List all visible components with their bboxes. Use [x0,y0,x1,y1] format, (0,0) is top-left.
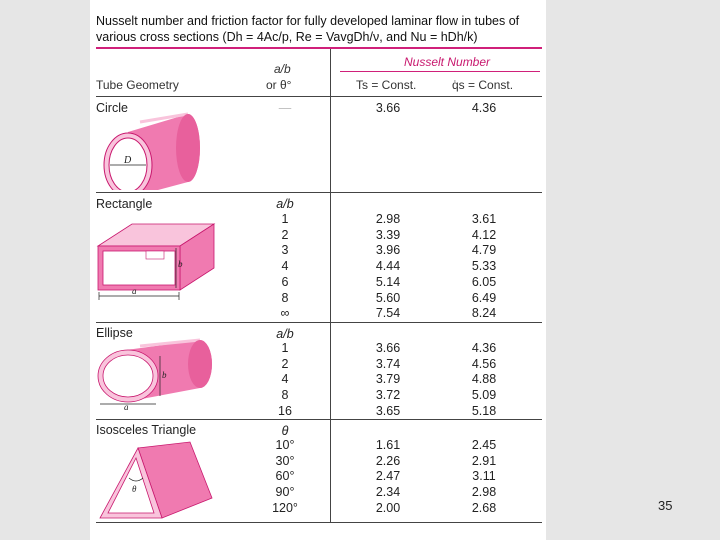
ell-row-3-qs: 4.88 [471,372,497,387]
tri-row-4-param: 90° [275,485,295,500]
rectangle-tube-figure [96,212,216,302]
rect-row-5-param: 6 [281,274,289,289]
circle-tube-figure [100,110,210,190]
rect-row-7-qs: 8.24 [471,306,497,321]
tri-row-3-qs: 3.11 [472,469,496,484]
triangle-theta-label: θ [132,484,137,494]
tri-row-3-ts: 2.47 [375,469,401,484]
section-name-rectangle: Rectangle [96,197,153,211]
caption-line-2-prefix: various cross sections ( [96,30,227,44]
ell-row-3-param: 4 [281,372,289,387]
ell-row-5-ts: 3.65 [375,403,401,418]
triangle-tube-figure [96,440,216,520]
rect-row-2-param: 2 [281,227,289,242]
caption-line-2 [96,29,542,45]
ell-row-1-qs: 4.36 [471,341,497,355]
caption-line-1: Nusselt number and friction factor for fully developed laminar flow in tubes of [96,14,520,28]
rect-row-4-qs: 5.33 [471,259,497,274]
rect-row-2-qs: 4.12 [471,227,497,242]
table-bottom-rule [96,522,542,523]
rect-b-label: b [178,259,183,269]
rect-row-4-param: 4 [281,259,289,274]
tri-row-3-param: 60° [275,469,295,484]
tri-row-1-ts: 1.61 [375,438,401,452]
ellipse-a-label: a [124,402,129,412]
header-tube-geometry: Tube Geometry [96,78,179,92]
tri-row-2-qs: 2.91 [471,453,497,468]
column-divider [330,49,331,523]
tri-row-5-qs: 2.68 [471,500,497,515]
ell-row-4-param: 8 [281,388,289,403]
section-rule-1 [96,192,542,193]
header-nusselt-number: Nusselt Number [404,55,491,69]
header-qs-const: q̇s = Const. [452,78,514,92]
ell-row-1-param: 1 [281,341,289,355]
ell-row-5-param: 16 [278,403,292,418]
rectangle-param-label: a/b [276,197,294,211]
rect-row-4-ts: 4.44 [375,259,401,274]
rect-row-1-ts: 2.98 [375,212,401,226]
rect-row-3-qs: 4.79 [471,243,497,258]
header-ab: a/b [274,62,291,76]
section-name-circle: Circle [96,101,128,115]
tri-row-2-param: 30° [275,453,295,468]
ell-row-2-ts: 3.74 [375,356,401,371]
triangle-param-label: θ [281,424,289,438]
rect-a-label: a [132,286,137,296]
header-or-theta: or θ° [266,78,292,92]
ell-row-4-qs: 5.09 [471,388,497,403]
ell-row-5-qs: 5.18 [471,403,497,418]
header-rule [96,96,542,97]
section-name-ellipse: Ellipse [96,326,133,340]
tri-row-4-ts: 2.34 [375,485,401,500]
rect-row-7-param: ∞ [280,306,290,321]
rect-row-7-ts: 7.54 [375,306,401,321]
ellipse-param-label: a/b [276,327,294,341]
ellipse-b-label: b [162,370,167,380]
table-caption [96,13,542,45]
rect-row-3-param: 3 [281,243,289,258]
rect-row-5-ts: 5.14 [375,274,401,289]
caption-rule [96,47,542,49]
caption-formula: Dh = 4Ac/p, Re = VavgDh/ν, and Nu = hDh/k) [226,30,478,44]
rect-row-6-ts: 5.60 [375,290,401,305]
circle-qs: 4.36 [471,101,497,115]
rect-row-1-qs: 3.61 [471,212,497,226]
nusselt-underline [340,71,540,72]
page-number: 35 [658,498,673,513]
ell-row-3-ts: 3.79 [375,372,401,387]
tri-row-2-ts: 2.26 [375,453,401,468]
rect-row-3-ts: 3.96 [375,243,401,258]
tri-row-1-qs: 2.45 [471,438,497,452]
ellipse-tube-figure [96,338,216,412]
tri-row-1-param: 10° [275,438,295,452]
ell-row-1-ts: 3.66 [375,341,401,355]
ell-row-4-ts: 3.72 [375,388,401,403]
rect-row-6-param: 8 [281,290,289,305]
rect-row-6-qs: 6.49 [471,290,497,305]
tri-row-5-ts: 2.00 [375,500,401,515]
ell-row-2-qs: 4.56 [471,356,497,371]
circle-ts: 3.66 [375,101,401,115]
ell-row-2-param: 2 [281,356,289,371]
circle-param: — [278,101,292,115]
section-name-isosceles-triangle: Isosceles Triangle [96,423,197,437]
header-ts-const: Ts = Const. [356,78,417,92]
tri-row-5-param: 120° [272,500,298,515]
rect-row-5-qs: 6.05 [471,274,497,289]
circle-d-label: D [124,155,132,166]
rect-row-2-ts: 3.39 [375,227,401,242]
rect-row-1-param: 1 [281,212,289,226]
tri-row-4-qs: 2.98 [471,485,497,500]
section-rule-2 [96,322,542,323]
